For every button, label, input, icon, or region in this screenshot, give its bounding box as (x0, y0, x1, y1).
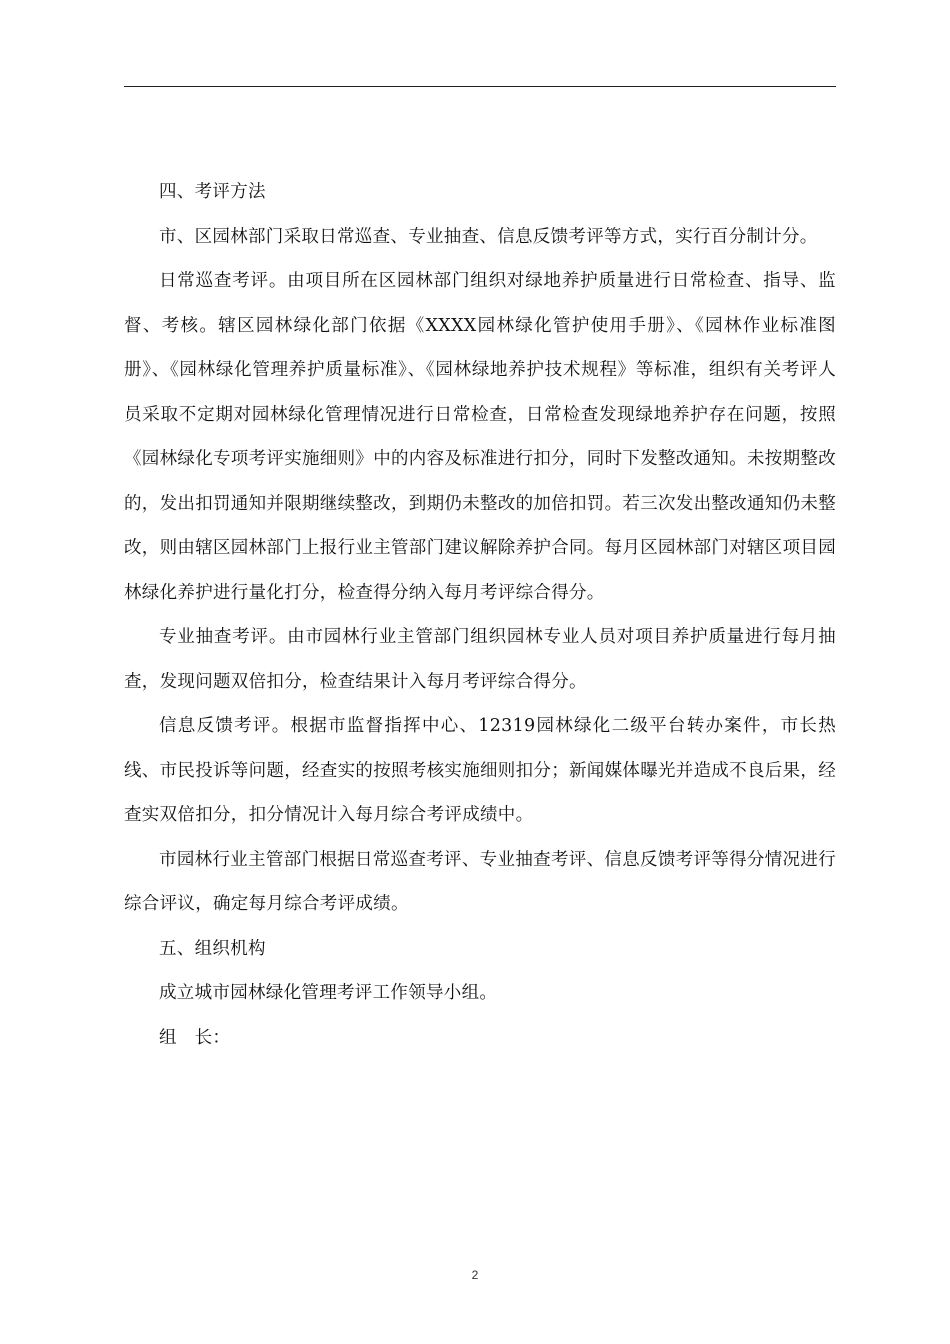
paragraph: 市园林行业主管部门根据日常巡查考评、专业抽查考评、信息反馈考评等得分情况进行综合评议，确定每月综合考评成绩。 (124, 849, 836, 914)
paragraph: 市、区园林部门采取日常巡查、专业抽查、信息反馈考评等方式，实行百分制计分。 (159, 226, 818, 247)
paragraph: 专业抽查考评。由市园林行业主管部门组织园林专业人员对项目养护质量进行每月抽查，发现问题双倍扣分，检查结果计入每月考评综合得分。 (124, 627, 836, 692)
paragraph: 信息反馈考评。根据市监督指挥中心、12319园林绿化二级平台转办案件，市长热线、市民投诉等问题，经查实的按照考核实施细则扣分；新闻媒体曝光并造成不良后果，经查实双倍扣分，扣分情况计入每月综合考评成绩中。 (124, 716, 836, 825)
document-body (124, 170, 836, 1060)
page-number: 2 (471, 1268, 479, 1282)
paragraph: 成立城市园林绿化管理考评工作领导小组。 (159, 983, 498, 1003)
header-rule (124, 86, 836, 87)
section-heading-5: 五、组织机构 (159, 938, 266, 959)
section-heading-4: 四、考评方法 (159, 182, 266, 202)
group-leader-line: 组 长： (159, 1027, 231, 1048)
paragraph: 日常巡查考评。由项目所在区园林部门组织对绿地养护质量进行日常检查、指导、监督、考核。辖区园林绿化部门依据《XXXX园林绿化管护使用手册》、《园林作业标准图册》、《园林绿化管理养护质量标准》、《园林绿地养护技术规程》等标准，组织有关考评人员采取不定期对园林绿化管理情况进行日常检查，日常检查发现绿地养护存在问题，按照《园林绿化专项考评实施细则》中的内容及标准进行扣分，同时下发整改通知。未按期整改的，发出扣罚通知并限期继续整改，到期仍未整改的加倍扣罚。若三次发出整改通知仍未整改，则由辖区园林部门上报行业主管部门建议解除养护合同。每月区园林部门对辖区项目园林绿化养护进行量化打分，检查得分纳入每月考评综合得分。 (124, 271, 836, 603)
